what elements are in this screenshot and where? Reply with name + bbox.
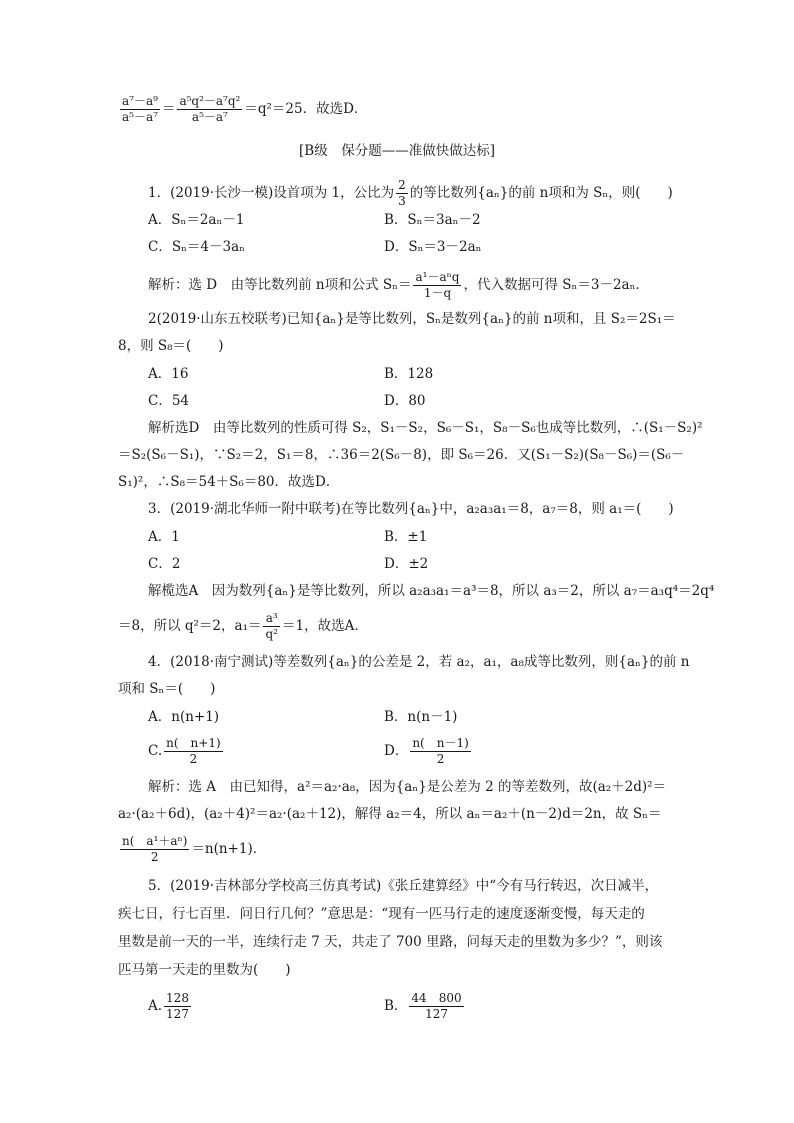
solution-2-line-1: 解析选D 由等比数列的性质可得 S₂，S₁－S₂，S₆－S₁，S₈－S₆也成等比数列，∴(S₁－S₂)² <box>148 420 703 436</box>
question-3: 3．(2019·湖北华师一附中联考)在等比数列{aₙ}中，a₂a₃a₁＝8，a₇＝8，则 a₁＝( ) <box>148 501 674 517</box>
solution-2-line-2: ＝S₂(S₆－S₁)，∵S₂＝2，S₁＝8，∴36＝2(S₆－8)，即 S₆＝26．又(S₁－S₂)(S₈－S₆)＝(S₆－ <box>118 447 685 463</box>
solution-4-line-2: a₂·(a₂＋6d)，(a₂＋4)²＝a₂·(a₂＋12)，解得 a₂＝4，所以 aₙ＝a₂＋(n－2)d＝2n，故 Sₙ＝ <box>118 806 662 822</box>
option-a: A．1 <box>148 529 180 545</box>
option-b: B． $\frac{44 800}{127}$ <box>384 991 462 1021</box>
option-a: A．n(n+1) <box>148 709 220 725</box>
question-5-line-2: 疾七日，行七百里．问日行几何？”意思是：“现有一匹马行走的速度逐渐变慢，每天走的 <box>118 906 645 922</box>
fraction: $\frac{44 800}{127}$ <box>411 991 462 1021</box>
fraction: $\frac{\text{a¹－aⁿq}}{1-q}$ <box>415 270 460 300</box>
fraction: $\frac{n( n-1)}{2}$ <box>412 736 469 766</box>
option-d: D． $\frac{n( n-1)}{2}$ <box>384 736 469 766</box>
option-a: A. $\frac{128}{127}$ <box>148 991 189 1021</box>
fraction: $\frac{2}{3}$ <box>398 178 406 208</box>
solution-3-line-2: ＝8，所以 q²＝2，a₁＝ $\frac{\text{a³}}{\text{q²}}$ ＝1，故选A． <box>118 611 368 641</box>
solution-3-line-1: 解榄选A 因为数列{aₙ}是等比数列，所以 a₂a₃a₁＝a³＝8，所以 a₃＝2，所以 a₇＝a₃q⁴＝2q⁴ <box>148 583 715 599</box>
question-5-line-4: 匹马第一天走的里数为( ) <box>118 962 291 978</box>
option-d: D．80 <box>384 393 426 409</box>
option-a: A．16 <box>148 366 189 382</box>
question-1: 1．(2019·长沙一模)设首项为 1，公比为 $\frac{2}{3}$ 的等比数列{aₙ}的前 n项和为 Sₙ，则( ) <box>148 178 673 208</box>
option-b: B．n(n－1) <box>384 709 458 725</box>
question-4-line-1: 4．(2018·南宁测试)等差数列{aₙ}的公差是 2，若 a₂，a₁，a₈成等比数列，则{aₙ}的前 n <box>148 654 690 670</box>
option-a: A．Sₙ＝2aₙ－1 <box>148 212 245 228</box>
option-b: B．Sₙ＝3aₙ－2 <box>384 212 481 228</box>
fraction: $\frac{128}{127}$ <box>166 991 189 1021</box>
solution-4-line-3: $\frac{\text{n( a¹＋aⁿ)}}{2}$ ＝n(n+1)． <box>122 834 267 864</box>
option-c: C. $\frac{n( n+1)}{2}$ <box>148 736 221 766</box>
fraction: $\frac{\text{a³}}{\text{q²}}$ <box>265 611 278 641</box>
previous-solution-end: $\frac{\text{a⁷－a⁹}}{\text{a⁵－a⁷}}$ ＝ $\frac{\text{a⁵q²－a⁷q²}}{\text{a⁵－a⁷}}$ ＝q²＝25．故选D． <box>122 94 368 124</box>
solution-4-line-1: 解析：选 A 由已知得，a²＝a₂·a₈，因为{aₙ}是公差为 2 的等差数列，故(a₂＋2d)²＝ <box>148 779 667 795</box>
question-2-line-2: 8，则 S₈＝( ) <box>118 338 224 354</box>
option-b: B．128 <box>384 366 434 382</box>
option-b: B．±1 <box>384 529 428 545</box>
option-d: D．±2 <box>384 556 429 572</box>
fraction: $\frac{\text{a⁵q²－a⁷q²}}{\text{a⁵－a⁷}}$ <box>179 94 241 124</box>
option-d: D．Sₙ＝3－2aₙ <box>384 239 482 255</box>
solution-1: 解析：选 D 由等比数列前 n项和公式 Sₙ＝ $\frac{\text{a¹－aⁿq}}{1-q}$ ，代入数据可得 Sₙ＝3－2aₙ. <box>148 270 640 300</box>
fraction: $\frac{\text{a⁷－a⁹}}{\text{a⁵－a⁷}}$ <box>122 94 158 124</box>
option-c: C．54 <box>148 393 190 409</box>
solution-2-line-3: S₁)²，∴S₈＝54＋S₆＝80．故选D． <box>118 474 340 490</box>
fraction: $\frac{\text{n( a¹＋aⁿ)}}{2}$ <box>122 834 188 864</box>
fraction: $\frac{n( n+1)}{2}$ <box>166 736 221 766</box>
question-2-line-1: 2(2019·山东五校联考)已知{aₙ}是等比数列，Sₙ是数列{aₙ}的前 n项和，且 S₂＝2S₁＝ <box>148 311 676 327</box>
question-5-line-1: 5．(2019·吉林部分学校高三仿真考试)《张丘建算经》中“今有马行转迟，次日减半， <box>148 878 659 894</box>
question-5-line-3: 里数是前一天的一半，连续行走 7 天，共走了 700 里路，问每天走的里数为多少？”，则该 <box>118 934 663 950</box>
section-title: [B级 保分题——准做快做达标] <box>299 143 495 159</box>
question-4-line-2: 项和 Sₙ＝( ) <box>118 681 216 697</box>
option-c: C．Sₙ＝4－3aₙ <box>148 239 245 255</box>
option-c: C．2 <box>148 556 181 572</box>
